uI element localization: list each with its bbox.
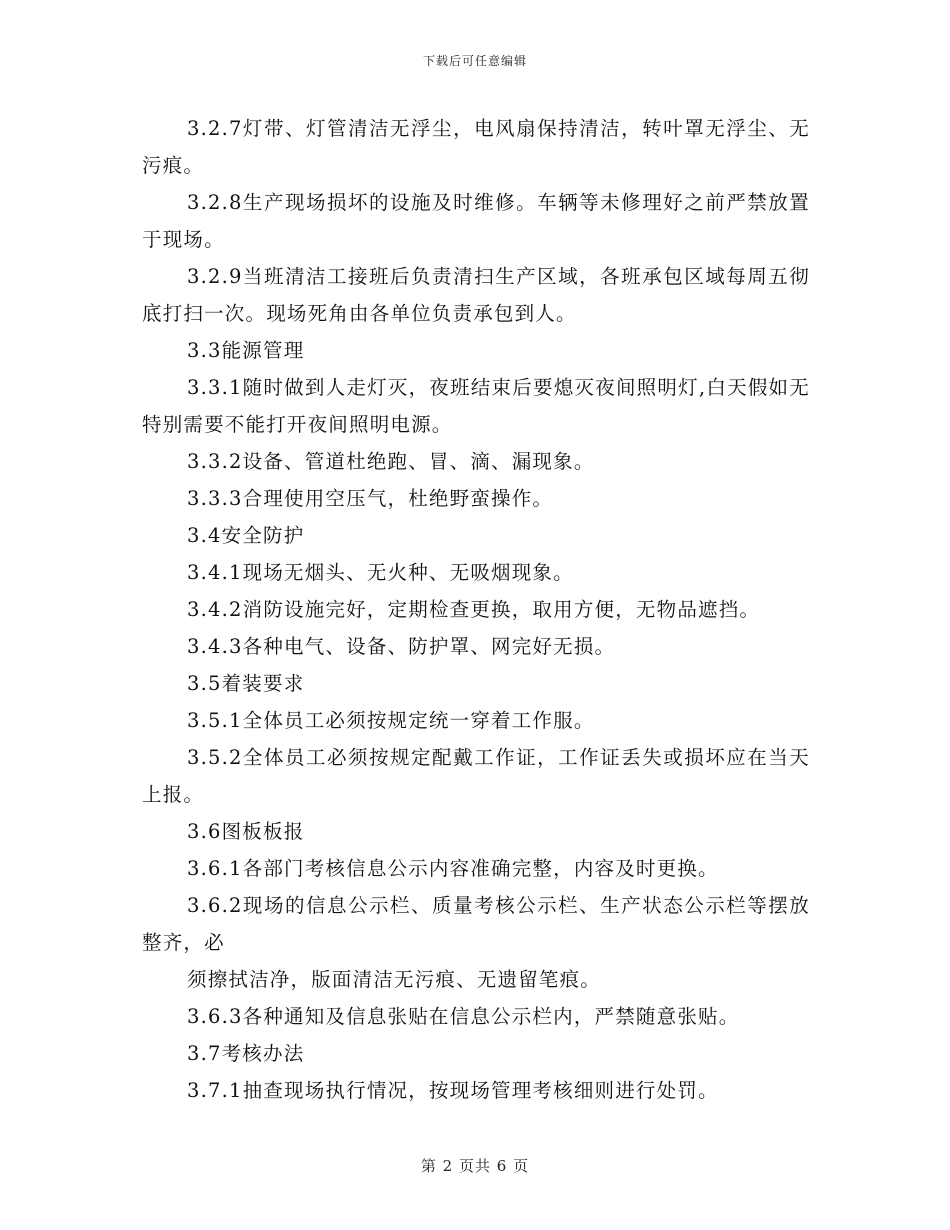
paragraph-3-6-2: 3.6.2现场的信息公示栏、质量考核公示栏、生产状态公示栏等摆放整齐，必 — [142, 894, 810, 954]
paragraph-3-4-1: 3.4.1现场无烟头、无火种、无吸烟现象。 — [187, 561, 574, 584]
page-number-footer: 第 2 页共 6 页 — [420, 1157, 530, 1175]
heading-3-3: 3.3能源管理 — [187, 339, 305, 362]
heading-3-5: 3.5着装要求 — [187, 672, 305, 695]
paragraph-3-4-2: 3.4.2消防设施完好，定期检查更换，取用方便，无物品遮挡。 — [187, 598, 761, 621]
paragraph-3-6-2-continued: 须擦拭洁净，版面清洁无污痕、无遗留笔痕。 — [187, 968, 602, 991]
paragraph-3-5-1: 3.5.1全体员工必须按规定统一穿着工作服。 — [187, 709, 595, 732]
document-body — [142, 110, 810, 1109]
paragraph-3-6-1: 3.6.1各部门考核信息公示内容准确完整，内容及时更换。 — [187, 857, 719, 880]
heading-3-6: 3.6图板板报 — [187, 820, 305, 843]
heading-3-7: 3.7考核办法 — [187, 1042, 305, 1065]
heading-3-4: 3.4安全防护 — [187, 524, 305, 547]
paragraph-3-3-1: 3.3.1随时做到人走灯灭，夜班结束后要熄灭夜间照明灯,白天假如无特别需要不能打开夜间照明电源。 — [142, 376, 810, 436]
paragraph-3-2-7: 3.2.7灯带、灯管清洁无浮尘，电风扇保持清洁，转叶罩无浮尘、无污痕。 — [142, 117, 810, 177]
paragraph-3-7-1: 3.7.1抽查现场执行情况，按现场管理考核细则进行处罚。 — [187, 1079, 719, 1102]
paragraph-3-3-3: 3.3.3合理使用空压气，杜绝野蛮操作。 — [187, 487, 554, 510]
page-header: 下载后可任意编辑 — [422, 54, 527, 68]
paragraph-3-6-3: 3.6.3各种通知及信息张贴在信息公示栏内，严禁随意张贴。 — [187, 1005, 740, 1028]
paragraph-3-2-9: 3.2.9当班清洁工接班后负责清扫生产区域，各班承包区域每周五彻底打扫一次。现场死角由各单位负责承包到人。 — [142, 265, 810, 325]
paragraph-3-2-8: 3.2.8生产现场损坏的设施及时维修。车辆等未修理好之前严禁放置于现场。 — [142, 191, 810, 251]
paragraph-3-3-2: 3.3.2设备、管道杜绝跑、冒、滴、漏现象。 — [187, 450, 595, 473]
paragraph-3-4-3: 3.4.3各种电气、设备、防护罩、网完好无损。 — [187, 635, 616, 658]
paragraph-3-5-2: 3.5.2全体员工必须按规定配戴工作证，工作证丢失或损坏应在当天上报。 — [142, 746, 810, 806]
